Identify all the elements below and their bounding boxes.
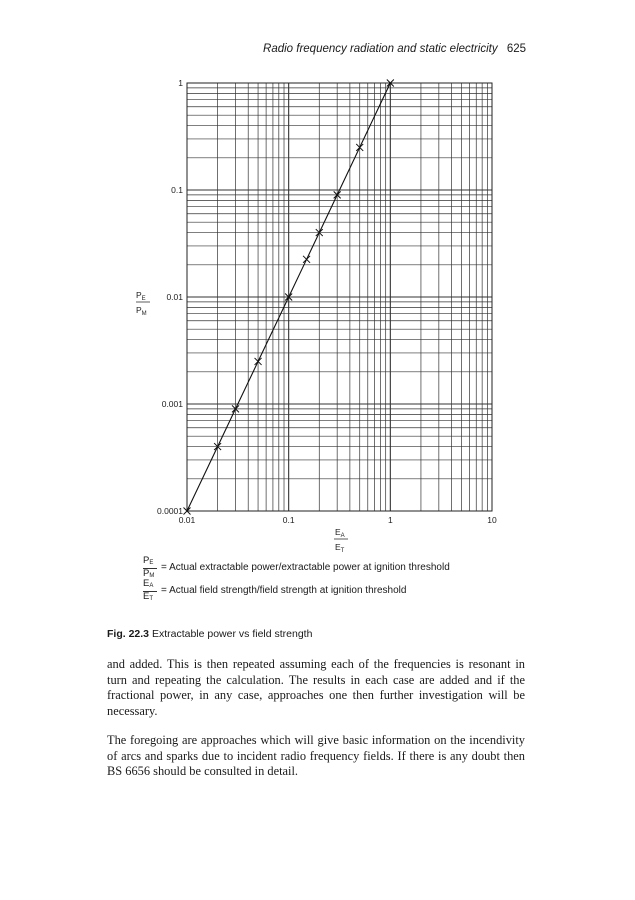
y-tick-label: 0.1 bbox=[171, 185, 183, 195]
figure-label: Fig. 22.3 bbox=[107, 628, 150, 640]
x-tick-labels bbox=[179, 515, 497, 525]
x-tick-label: 10 bbox=[487, 515, 497, 525]
legend-power-symbol: $\frac{P_E}{P_M}$ bbox=[143, 556, 157, 581]
chart-grid bbox=[187, 83, 492, 511]
legend-field-symbol: $\frac{E_A}{E_T}$ bbox=[143, 579, 157, 604]
x-label-numerator: $E_A$ bbox=[335, 527, 345, 539]
page-number: 625 bbox=[506, 43, 526, 55]
x-tick-label: 1 bbox=[387, 515, 393, 525]
running-title: Radio frequency radiation and static electricity bbox=[263, 43, 498, 55]
x-tick-label: 0.1 bbox=[282, 515, 295, 525]
x-tick-label: 0.01 bbox=[178, 515, 196, 525]
x-label-denominator: $E_T$ bbox=[335, 542, 345, 554]
body-paragraph-2: The foregoing are approaches which will give basic information on the incendivity of arcs and sparks due to incident radio frequency fields. If there is any doubt then BS 6656 should be consulted in detail. bbox=[107, 733, 525, 779]
y-tick-label: 0.001 bbox=[161, 399, 183, 409]
series-marker bbox=[303, 256, 310, 263]
body-paragraph-1: and added. This is then repeated assuming each of the frequencies is resonant in turn and repeating the calculation. The results in each case are added and if the fractional power, in any case, approaches one then further investigation will be necessary. bbox=[107, 657, 525, 719]
legend-field-text: = Actual field strength/field strength at ignition threshold bbox=[161, 585, 407, 596]
legend-power-text: = Actual extractable power/extractable power at ignition threshold bbox=[161, 562, 450, 573]
y-tick-label: 0.01 bbox=[166, 292, 183, 302]
y-tick-label: 1 bbox=[178, 78, 183, 88]
y-label-denominator: $P_M$ bbox=[136, 305, 147, 317]
y-label-numerator: $P_E$ bbox=[136, 290, 146, 302]
x-axis-label bbox=[334, 527, 348, 554]
y-axis-label bbox=[136, 290, 150, 317]
figure-caption-text: Extractable power vs field strength bbox=[151, 628, 313, 640]
figure-caption bbox=[107, 628, 312, 640]
y-tick-labels bbox=[157, 78, 183, 516]
y-tick-label: 0.0001 bbox=[157, 506, 183, 516]
